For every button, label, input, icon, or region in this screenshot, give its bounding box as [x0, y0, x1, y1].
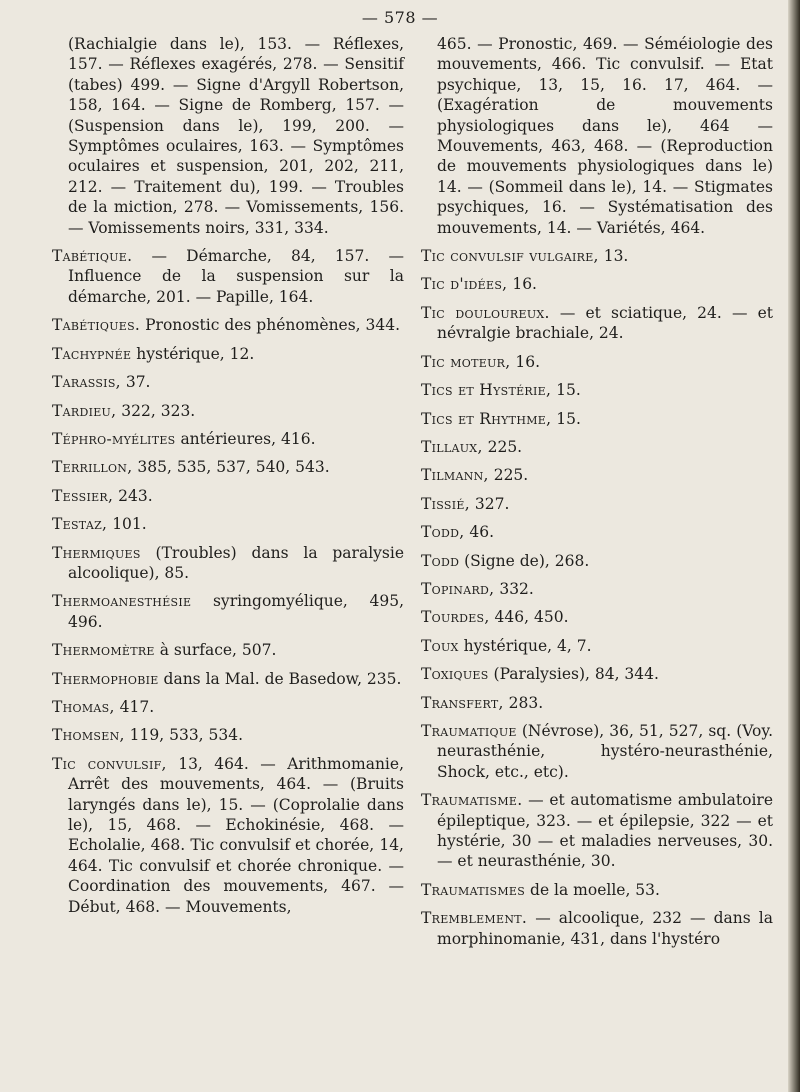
index-entry-text: 37. [120, 373, 151, 392]
index-entry-text: 465. — Pronostic, 469. — Séméiologie des mouvements, 466. Tic convulsif. — Etat psychique, 13, 15, 16. 17, 464. — (Exagération de mouvements physiologiques dans le), 464 — Mouvements, 463, 468. — (Reproduction de mouvements physiologiques dans le) 14. — (Sommeil dans le), 14. — Stigmates psychiques, 16. — Systématisation des mouvements, 14. — Variétés, 464. [437, 35, 773, 237]
index-entry [421, 494, 773, 514]
index-column-left [52, 34, 404, 925]
index-entry-text: 322, 323. [116, 401, 196, 420]
index-entry-text: 16. [507, 275, 537, 294]
index-headword: Tessier, [52, 486, 114, 505]
index-entry-text: 446, 450. [489, 608, 569, 627]
index-entry-text: (Rachialgie dans le), 153. — Réflexes, 157. — Réflexes exagérés, 278. — Sensitif (tabes) 499. — Signe d'Argyll Robertson, 158, 164. — Signe de Romberg, 157. — (Suspension dans le), 199, 200. — Symptômes oculaires, 163. — Symptômes oculaires et suspension, 201, 202, 211, 212. — Traitement du), 199. — Troubles de la miction, 278. — Vomissements, 156. — Vomissements noirs, 331, 334. [68, 35, 404, 237]
index-headword: Tic convulsif vulgaire, [421, 247, 599, 266]
index-entry [52, 725, 404, 745]
index-entry-text: 327. [469, 494, 510, 513]
index-entry [52, 401, 404, 421]
index-entry-text: — Démarche, 84, 157. —Influence de la suspension sur la démarche, 201. — Papille, 164. [68, 247, 404, 306]
index-entry-text: Pronostic des phénomènes, 344. [140, 316, 401, 335]
index-entry [52, 344, 404, 364]
index-entry-text: (Névrose), 36, 51, 527, sq. (Voy. neurasthénie, hystéro-neurasthénie, Shock, etc., etc). [437, 721, 773, 781]
index-entry [421, 522, 773, 542]
index-entry [421, 437, 773, 457]
index-entry [52, 697, 404, 717]
page-number: — 578 — [361, 8, 439, 27]
index-entry-text: (Paralysies), 84, 344. [488, 665, 659, 684]
index-entry-text: 13, 464. — Arithmomanie, Arrêt des mouvements, 464. — (Bruits laryngés dans le), 15. — (Coprolalie dans le), 15, 468. — Echokinésie, 468. — Echolalie, 468. Tic convulsif et chorée, 14, 464. Tic convulsif et chorée chronique. — Coordination des mouvements, 467. — Début, 468. — Mouvements, [68, 754, 404, 916]
index-headword: Tabétique. [52, 247, 133, 266]
index-entry [421, 721, 773, 782]
index-entry-text: 16. [510, 352, 541, 371]
index-entry [52, 457, 404, 477]
index-headword: Tics et Rhythme, [421, 409, 552, 428]
index-entry [52, 315, 404, 335]
index-headword: Téphro-myélites [52, 429, 176, 448]
index-entry [421, 274, 773, 294]
index-headword: Traumatique [421, 721, 517, 740]
index-headword: Thermiques [52, 543, 141, 562]
index-entry [52, 591, 404, 632]
index-headword: Tardieu, [52, 401, 117, 420]
index-entry [52, 372, 404, 392]
index-entry [52, 246, 404, 307]
index-headword: Tachypnée [52, 344, 132, 363]
index-headword: Thermomètre [52, 641, 155, 660]
index-entry-continuation [52, 34, 404, 238]
index-entry-text: 283. [503, 693, 544, 712]
index-headword: Tic d'idées, [421, 275, 508, 294]
index-headword: Transfert, [421, 693, 504, 712]
index-entry [52, 429, 404, 449]
index-entry-text: 101. [107, 515, 147, 534]
index-entry [421, 607, 773, 627]
index-entry-continuation [421, 34, 773, 238]
index-entry-text: à surface, 507. [154, 641, 277, 660]
index-headword: Traumatisme. [421, 791, 523, 810]
index-entry-text: (Troubles) dans la paralysie alcoolique), 85. [68, 543, 404, 582]
index-headword: Tissié, [421, 494, 470, 513]
index-entry [52, 543, 404, 584]
index-headword: Testaz, [52, 515, 108, 534]
index-entry-text: 119, 533, 534. [124, 726, 244, 745]
index-headword: Tremblement. [421, 909, 528, 928]
index-headword: Tabétiques. [52, 316, 141, 335]
index-entry-text: 243. [113, 486, 153, 505]
index-entry [421, 303, 773, 344]
index-entry-text: — et automatisme ambulatoire épileptique, 323. — et épilepsie, 322 — et hystérie, 30 — et maladies nerveuses, 30. — et neurasthénie, 30. [437, 791, 773, 871]
index-entry-text: 332. [494, 579, 534, 598]
index-entry-text: 13. [598, 247, 629, 266]
index-entry [421, 908, 773, 949]
index-entry-text: — alcoolique, 232 — dans la morphinomanie, 431, dans l'hystéro [437, 909, 773, 948]
index-column-right [421, 34, 773, 957]
index-entry-text: — et sciatique, 24. — et névralgie brachiale, 24. [437, 303, 773, 343]
index-headword: Topinard, [421, 579, 495, 598]
index-entry [421, 380, 773, 400]
index-entry [52, 486, 404, 506]
index-headword: Tics et Hystérie, [421, 381, 552, 400]
index-entry [421, 352, 773, 372]
index-entry-text: 225. [482, 437, 523, 456]
index-entry [421, 409, 773, 429]
page-edge-shadow [788, 0, 800, 1092]
index-entry-text: 15. [551, 409, 581, 428]
index-entry-text: 46. [464, 523, 495, 542]
index-entry [52, 640, 404, 660]
index-headword: Todd [421, 551, 460, 570]
index-entry [421, 790, 773, 872]
index-entry-text: syringomyélique, 495, 496. [68, 592, 404, 631]
index-entry [421, 551, 773, 571]
index-entry [421, 693, 773, 713]
index-headword: Thermoanesthésie [52, 592, 192, 611]
index-headword: Thomsen, [52, 726, 125, 745]
index-entry-text: de la moelle, 53. [525, 880, 660, 899]
index-headword: Tic douloureux. [421, 303, 550, 322]
index-headword: Terrillon, [52, 458, 133, 477]
index-entry-text: hystérique, 4, 7. [458, 636, 592, 655]
index-entry-text: hystérique, 12. [131, 344, 255, 363]
index-entry-text: 385, 535, 537, 540, 543. [132, 458, 330, 477]
index-entry-text: (Signe de), 268. [459, 551, 590, 570]
index-headword: Traumatismes [421, 880, 526, 899]
index-entry [421, 636, 773, 656]
index-headword: Tarassis, [52, 373, 121, 392]
index-entry [52, 514, 404, 534]
index-headword: Tic convulsif, [52, 754, 167, 773]
index-entry-text: dans la Mal. de Basedow, 235. [158, 669, 402, 688]
index-entry [421, 579, 773, 599]
index-entry [421, 880, 773, 900]
index-entry-text: 15. [551, 381, 581, 400]
index-entry [52, 754, 404, 917]
index-headword: Tourdes, [421, 608, 490, 627]
index-headword: Thomas, [52, 697, 115, 716]
index-headword: Tic moteur, [421, 352, 511, 371]
index-entry [421, 664, 773, 684]
index-entry-text: 417. [114, 697, 155, 716]
index-entry [52, 669, 404, 689]
index-headword: Todd, [421, 523, 465, 542]
index-headword: Toxiques [421, 665, 489, 684]
index-headword: Tilmann, [421, 466, 489, 485]
index-entry-text: antérieures, 416. [175, 429, 316, 448]
index-entry [421, 465, 773, 485]
index-headword: Tillaux, [421, 437, 483, 456]
index-entry-text: 225. [488, 466, 529, 485]
index-entry [421, 246, 773, 266]
index-headword: Toux [421, 636, 459, 655]
index-headword: Thermophobie [52, 669, 159, 688]
